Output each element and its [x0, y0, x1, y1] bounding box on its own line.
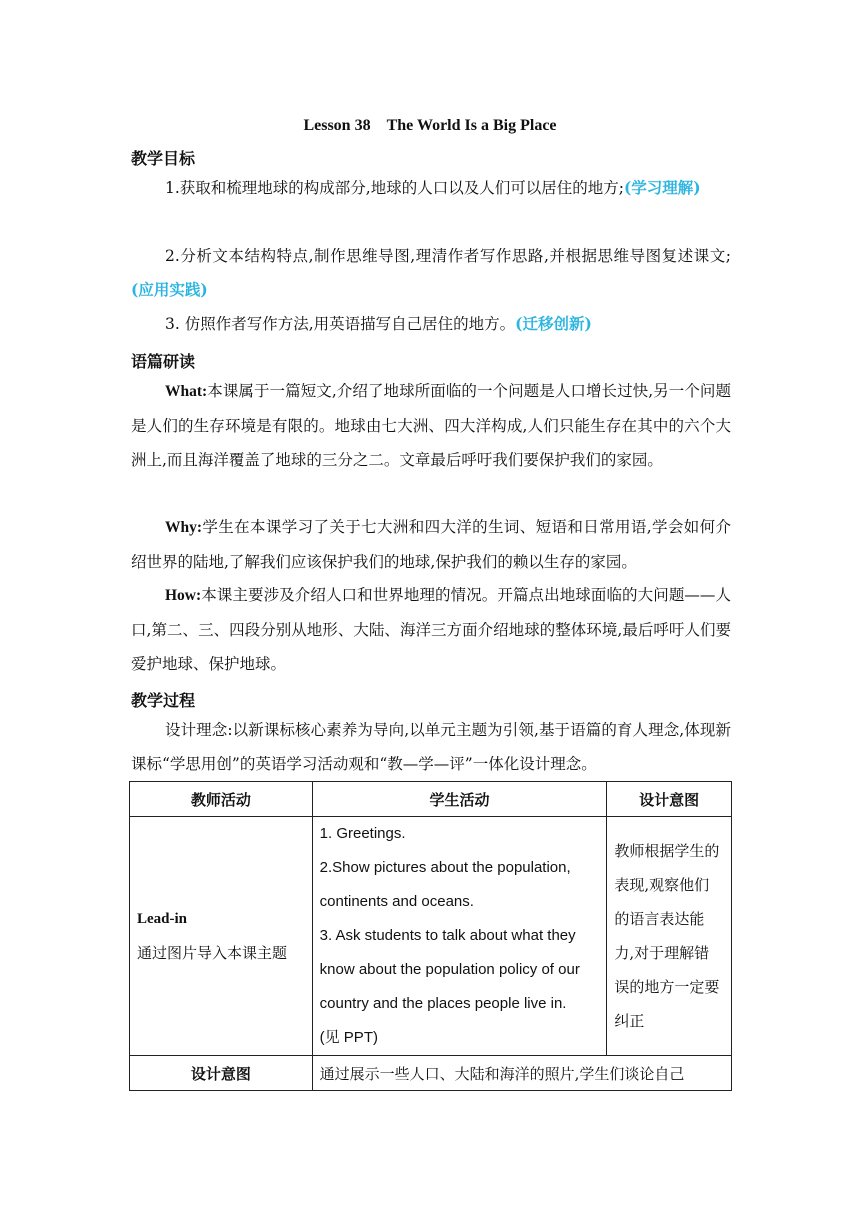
what-paragraph [131, 374, 731, 477]
why-label: Why: [165, 519, 203, 536]
objective-text: 2.分析文本结构特点,制作思维导图,理清作者写作思路,并根据思维导图复述课文; [165, 247, 731, 265]
purpose-text: 通过展示一些人口、大陆和海洋的照片,学生们谈论自己 [312, 1056, 731, 1091]
why-text: 学生在本课学习了关于七大洲和四大洋的生词、短语和日常用语,学会如何介绍世界的陆地,了解我们应该保护我们的地球,保护我们的赖以生存的家园。 [131, 518, 731, 571]
purpose-label: 设计意图 [130, 1056, 313, 1091]
table-header-row [130, 782, 732, 817]
leadin-title: Lead-in [137, 911, 188, 927]
process-heading: 教学过程 [131, 691, 196, 710]
student-step: (见 PPT) [319, 1029, 378, 1046]
analysis-heading: 语篇研读 [131, 352, 196, 371]
what-label: What: [165, 383, 208, 400]
objective-tag: (应用实践) [131, 280, 208, 299]
objective-tag: (学习理解) [623, 178, 701, 197]
objective-item-3 [131, 307, 731, 341]
intent-cell [607, 817, 732, 1056]
header-teacher-activity: 教师活动 [130, 782, 313, 817]
lesson-title: Lesson 38 The World Is a Big Place [303, 117, 557, 134]
leadin-desc: 通过图片导入本课主题 [137, 944, 288, 962]
objective-text: 1.获取和梳理地球的构成部分,地球的人口以及人们可以居住的地方; [165, 179, 624, 197]
objective-text: 3. 仿照作者写作方法,用英语描写自己居住的地方。 [165, 315, 516, 333]
objective-item-1 [131, 171, 731, 205]
student-step: 2.Show pictures about the population, continents and oceans. [319, 859, 571, 910]
how-text: 本课主要涉及介绍人口和世界地理的情况。开篇点出地球面临的大问题——人口,第二、三、四段分别从地形、大陆、海洋三方面介绍地球的整体环境,最后呼吁人们要爱护地球、保护地球。 [131, 586, 731, 673]
student-step: 1. Greetings. [319, 825, 406, 842]
design-concept-paragraph: 设计理念:以新课标核心素养为导向,以单元主题为引领,基于语篇的育人理念,体现新课标“学思用创”的英语学习活动观和“教—学—评”一体化设计理念。 [131, 721, 731, 773]
table-row [130, 817, 732, 1056]
intent-text: 教师根据学生的表现,观察他们的语言表达能力,对于理解错误的地方一定要纠正 [614, 842, 720, 1030]
how-paragraph [131, 578, 731, 681]
leadin-cell [130, 817, 313, 1056]
objective-tag: (迁移创新) [515, 314, 592, 333]
header-design-intent: 设计意图 [607, 782, 732, 817]
student-step: 3. Ask students to talk about what they know about the population policy of our country and the places people live in. [319, 927, 580, 1012]
why-paragraph [131, 510, 731, 579]
what-text: 本课属于一篇短文,介绍了地球所面临的一个问题是人口增长过快,另一个问题是人们的生存环境是有限的。地球由七大洲、四大洋构成,人们只能生存在其中的六个大洲上,而且海洋覆盖了地球的三分之二。文章最后呼吁我们要保护我们的家园。 [131, 382, 731, 469]
objectives-heading: 教学目标 [131, 149, 196, 168]
lesson-plan-table [129, 781, 732, 1091]
header-student-activity: 学生活动 [312, 782, 607, 817]
student-activity-cell [312, 817, 607, 1056]
objective-item-2 [131, 239, 731, 307]
table-row [130, 1056, 732, 1091]
how-label: How: [165, 587, 202, 604]
